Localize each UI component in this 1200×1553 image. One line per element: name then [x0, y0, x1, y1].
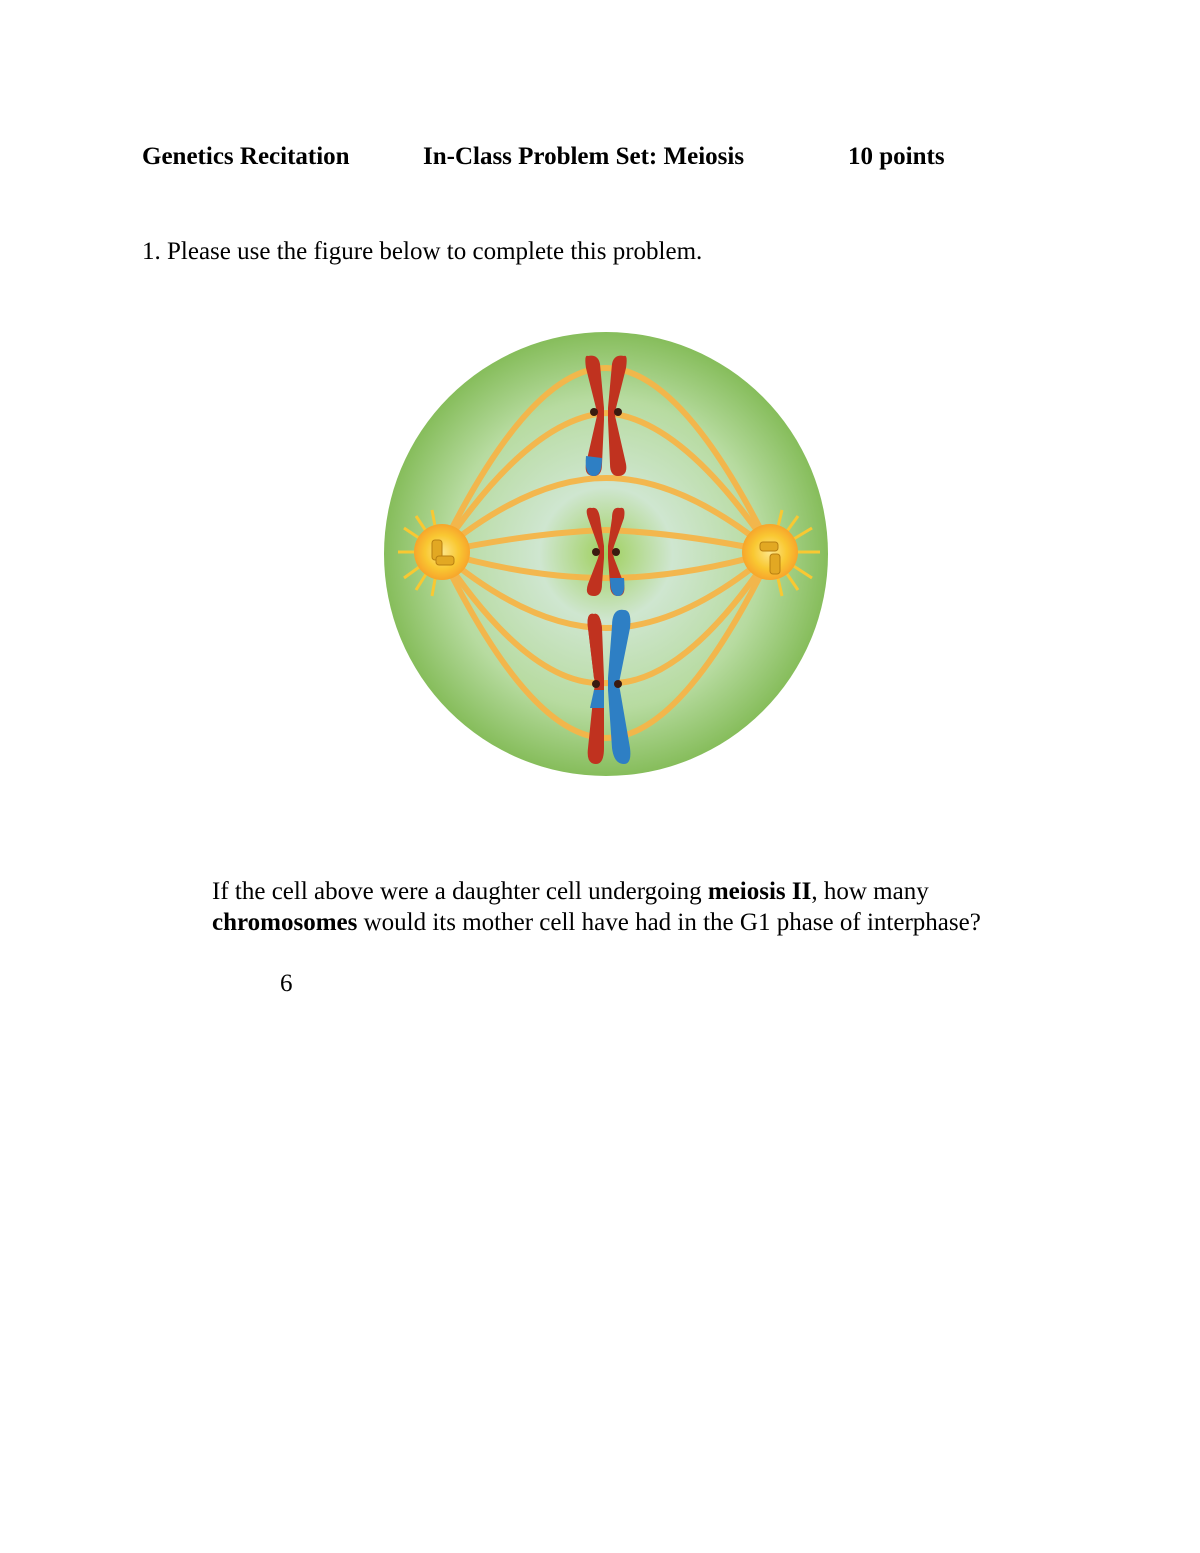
answer-value: 6 — [280, 970, 293, 997]
question-1-prompt: 1. Please use the figure below to complete this problem. — [142, 238, 703, 265]
meiosis-cell-figure — [380, 328, 832, 780]
question-term-chromosomes: chromosomes — [212, 909, 358, 936]
question-text-part1: If the cell above were a daughter cell undergoing — [212, 878, 708, 905]
course-name: Genetics Recitation — [142, 143, 350, 170]
question-text-part3: would its mother cell have had in the G1 phase of interphase? — [357, 909, 981, 936]
problem-set-title: In-Class Problem Set: Meiosis — [423, 143, 745, 170]
question-text — [212, 876, 1112, 938]
question-term-meiosis: meiosis II — [707, 878, 812, 905]
points-value: 10 points — [848, 143, 945, 170]
cell-illustration — [380, 328, 832, 780]
question-text-part2: , how many — [811, 878, 929, 905]
